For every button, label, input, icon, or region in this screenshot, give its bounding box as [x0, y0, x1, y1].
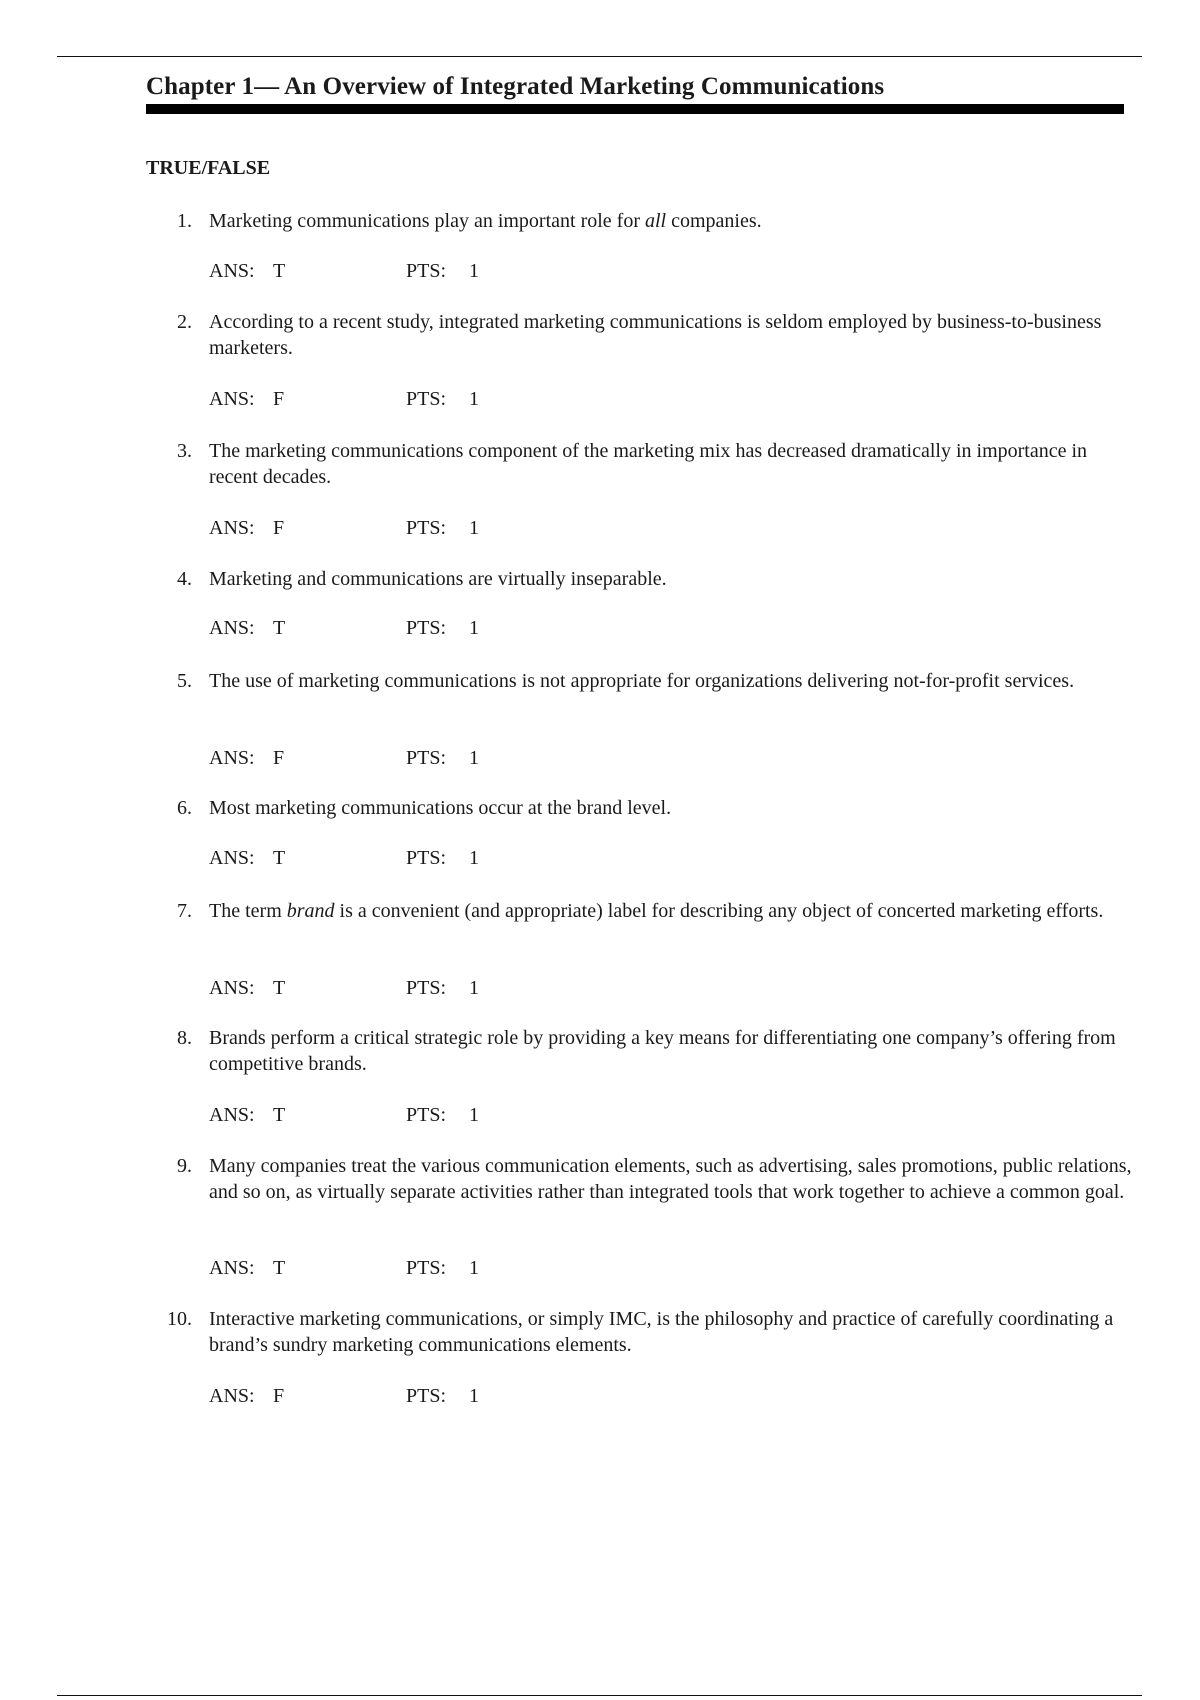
answer-value: T — [273, 1257, 286, 1279]
answer-label: ANS: — [209, 847, 255, 869]
question-text-segment: companies. — [666, 210, 762, 232]
question-text — [209, 309, 1134, 361]
points-value: 1 — [469, 847, 479, 869]
question-number: 2. — [177, 311, 192, 333]
answer-label: ANS: — [209, 1104, 255, 1126]
points-value: 1 — [469, 747, 479, 769]
question-text — [209, 566, 1134, 592]
question-text-segment: Marketing communications play an important role for — [209, 210, 645, 232]
answer-value: T — [273, 847, 286, 869]
points-value: 1 — [469, 1104, 479, 1126]
title-underline-bar — [146, 104, 1124, 114]
question-text — [209, 795, 1134, 821]
answer-value: T — [273, 977, 286, 999]
question-text — [209, 208, 1134, 234]
answer-label: ANS: — [209, 388, 255, 410]
points-label: PTS: — [406, 1257, 447, 1279]
question-number: 5. — [177, 670, 192, 692]
question-text-segment: The marketing communications component of the marketing mix has decreased dramatically in importance in recent decades. — [209, 440, 1088, 488]
answer-label: ANS: — [209, 747, 255, 769]
question-text-segment: Interactive marketing communications, or simply IMC, is the philosophy and practice of carefully coordinating a brand’s sundry marketing communications elements. — [209, 1308, 1114, 1356]
question-number: 10. — [167, 1308, 192, 1330]
answer-value: F — [273, 747, 285, 769]
answer-value: T — [273, 260, 286, 282]
answer-label: ANS: — [209, 260, 255, 282]
question-text-segment: The term — [209, 900, 287, 922]
points-value: 1 — [469, 1385, 479, 1407]
question-text-segment: Brands perform a critical strategic role by providing a key means for differentiating one company’s offering from competitive brands. — [209, 1027, 1116, 1075]
points-value: 1 — [469, 388, 479, 410]
question-number: 6. — [177, 797, 192, 819]
question-text-segment: Many companies treat the various communication elements, such as advertising, sales promotions, public relations, and so on, as virtually separate activities rather than integrated tools that work together to achieve a common goal. — [209, 1155, 1132, 1203]
points-value: 1 — [469, 617, 479, 639]
top-rule — [57, 56, 1142, 57]
question-text-emphasis: all — [645, 210, 667, 232]
points-label: PTS: — [406, 617, 447, 639]
question-number: 4. — [177, 568, 192, 590]
question-number: 1. — [177, 210, 192, 232]
answer-label: ANS: — [209, 617, 255, 639]
points-label: PTS: — [406, 1385, 447, 1407]
points-value: 1 — [469, 260, 479, 282]
answer-value: T — [273, 617, 286, 639]
points-value: 1 — [469, 517, 479, 539]
points-label: PTS: — [406, 847, 447, 869]
question-text — [209, 438, 1134, 490]
question-number: 9. — [177, 1155, 192, 1177]
points-label: PTS: — [406, 517, 447, 539]
points-value: 1 — [469, 977, 479, 999]
question-number: 3. — [177, 440, 192, 462]
points-label: PTS: — [406, 388, 447, 410]
question-text-segment: According to a recent study, integrated marketing communications is seldom employed by business-to-business marketers. — [209, 311, 1102, 359]
question-text — [209, 898, 1134, 924]
answer-value: T — [273, 1104, 286, 1126]
question-text-segment: Marketing and communications are virtually inseparable. — [209, 568, 667, 590]
question-text-segment: Most marketing communications occur at the brand level. — [209, 797, 672, 819]
question-number: 7. — [177, 900, 192, 922]
points-label: PTS: — [406, 260, 447, 282]
points-label: PTS: — [406, 1104, 447, 1126]
question-text — [209, 1306, 1134, 1358]
section-heading: TRUE/FALSE — [146, 157, 271, 179]
answer-value: F — [273, 1385, 285, 1407]
question-number: 8. — [177, 1027, 192, 1049]
answer-label: ANS: — [209, 977, 255, 999]
answer-value: F — [273, 388, 285, 410]
question-text-segment: is a convenient (and appropriate) label for describing any object of concerted marketing efforts. — [334, 900, 1104, 922]
answer-label: ANS: — [209, 1257, 255, 1279]
chapter-title: Chapter 1— An Overview of Integrated Marketing Communications — [146, 73, 885, 100]
question-text — [209, 1025, 1134, 1077]
question-text — [209, 668, 1134, 694]
answer-label: ANS: — [209, 517, 255, 539]
points-label: PTS: — [406, 747, 447, 769]
question-text — [209, 1153, 1134, 1205]
answer-label: ANS: — [209, 1385, 255, 1407]
points-value: 1 — [469, 1257, 479, 1279]
points-label: PTS: — [406, 977, 447, 999]
question-text-segment: The use of marketing communications is not appropriate for organizations delivering not-for-profit services. — [209, 670, 1075, 692]
question-text-emphasis: brand — [286, 900, 335, 922]
answer-value: F — [273, 517, 285, 539]
bottom-rule — [57, 1695, 1142, 1696]
